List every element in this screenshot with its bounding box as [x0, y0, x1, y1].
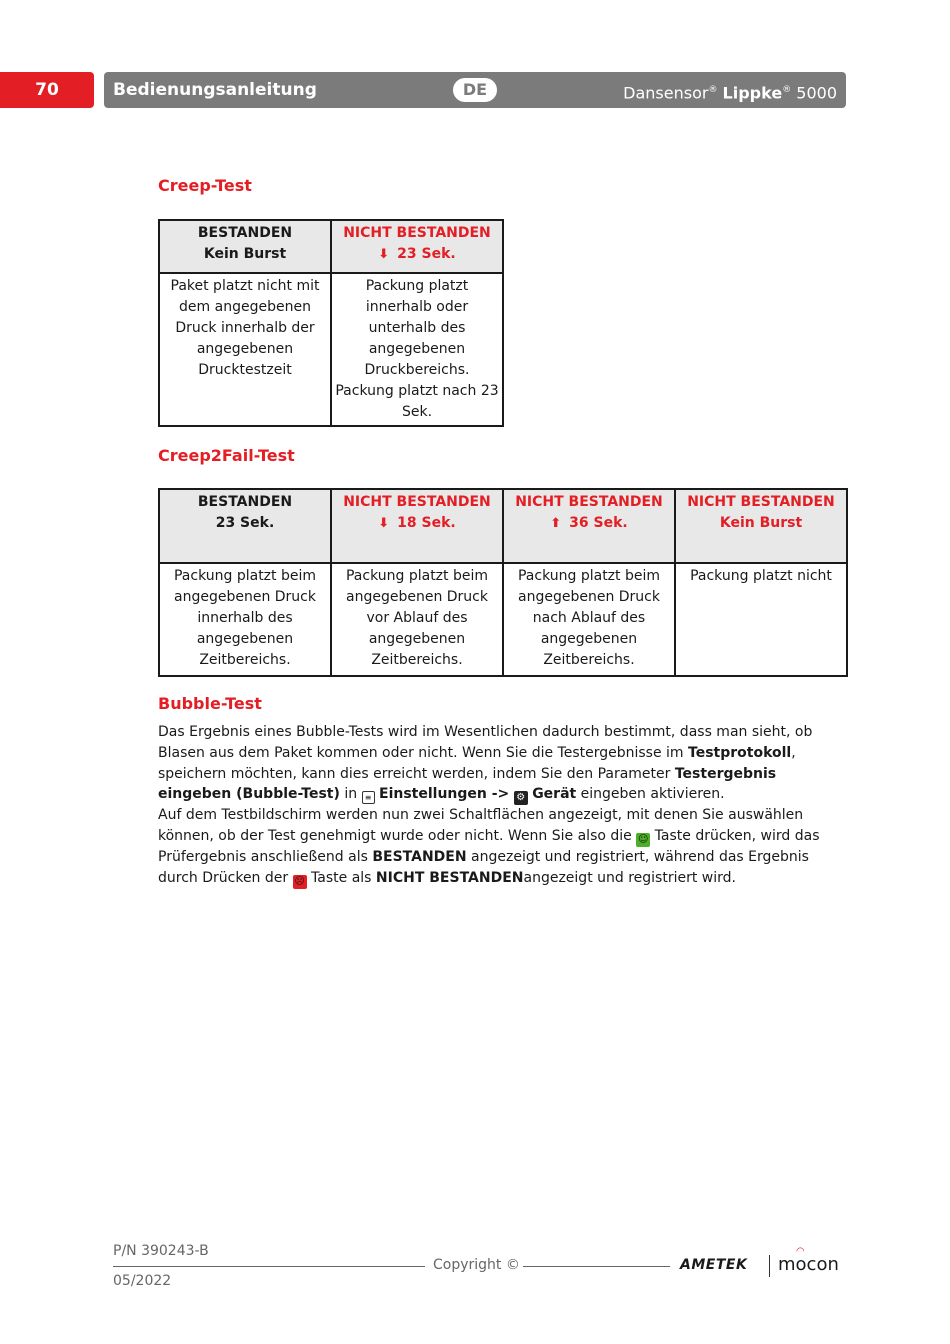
c2f-body-pass: Packung platzt beim angegebenen Druck innerhalb des angegebenen Zeitbereichs.: [159, 563, 331, 676]
copyright: Copyright ©: [433, 1257, 520, 1273]
cell-head-line: BESTANDEN: [197, 225, 293, 241]
text-run: , speichern möchten, kann dies erreicht werden, indem Sie den Parameter: [158, 744, 796, 782]
page-number: 70: [0, 72, 94, 108]
product-name-bold: Lippke: [722, 83, 783, 103]
creep2fail-test-table: [158, 488, 848, 677]
product-model: 5000: [796, 83, 837, 103]
frown-fail-icon: ☹: [294, 875, 305, 887]
c2f-head-pass: [159, 489, 331, 563]
cell-head-line: Kein Burst: [719, 515, 803, 531]
bold-run: Einstellungen ->: [379, 786, 510, 803]
product-name: [623, 72, 837, 111]
text-run: Taste als: [306, 869, 376, 886]
c2f-body-fail-early: Packung platzt beim angegebenen Druck vor Ablauf des angegebenen Zeitbereichs.: [331, 563, 503, 676]
product-brand: Dansensor: [623, 83, 709, 103]
footer-divider: [523, 1266, 670, 1267]
cell-head-line: 23 Sek.: [397, 246, 456, 262]
c2f-body-fail-late: Packung platzt beim angegebenen Druck nach Ablauf des angegebenen Zeitbereichs.: [503, 563, 675, 676]
text-run: eingeben aktivieren.: [576, 786, 725, 803]
gear-icon: ⚙: [514, 791, 528, 805]
paragraph: [158, 722, 848, 805]
mocon-logo-text: mocon: [778, 1254, 839, 1275]
bold-run: Testergebnis eingeben (Bubble-Test): [158, 765, 777, 803]
cell-head-line: NICHT BESTANDEN: [343, 225, 491, 241]
cell-head-line: 18 Sek.: [397, 515, 456, 531]
text-run: in: [339, 786, 362, 803]
mocon-logo-mark: ◠: [796, 1246, 805, 1257]
creep-head-pass: [159, 220, 331, 273]
smiley-pass-icon: ☺: [638, 834, 649, 846]
arrow-down-icon: ⬇: [378, 247, 390, 262]
creep-body-fail: Packung platzt innerhalb oder unterhalb des angegebenen Druckbereichs. Packung platzt nach 23 Sek.: [331, 273, 503, 426]
arrow-down-icon: ⬇: [378, 516, 390, 531]
c2f-body-fail-noburst: Packung platzt nicht: [675, 563, 847, 676]
ametek-logo: AMETEK: [680, 1257, 748, 1273]
c2f-head-fail-noburst: [675, 489, 847, 563]
cell-head-line: NICHT BESTANDEN: [687, 494, 835, 510]
creep-body-pass: Paket platzt nicht mit dem angegebenen Druck innerhalb der angegebenen Drucktestzeit: [159, 273, 331, 426]
registered-mark-2: ®: [782, 85, 792, 95]
cell-head-line: 23 Sek.: [215, 515, 275, 531]
cell-head-line: 36 Sek.: [569, 515, 628, 531]
c2f-head-fail-early: [331, 489, 503, 563]
text-run: angezeigt und registriert wird.: [523, 869, 736, 886]
bold-run: NICHT BESTANDEN: [375, 869, 524, 886]
language-badge: DE: [453, 78, 497, 102]
bubble-test-description: [158, 722, 848, 889]
text-run: Taste drücken, wird das Prüfergebnis anschließend als: [158, 828, 820, 866]
arrow-up-icon: ⬆: [550, 516, 562, 531]
text-run: angezeigt und registriert, während das Ergebnis durch Drücken der: [158, 849, 809, 886]
registered-mark: ®: [708, 85, 718, 95]
bold-run: Testprotokoll: [688, 744, 792, 761]
bold-run: BESTANDEN: [372, 849, 467, 866]
footer-divider: [113, 1266, 425, 1267]
bold-run: Gerät: [532, 786, 577, 803]
cell-head-line: NICHT BESTANDEN: [343, 494, 491, 510]
text-run: Das Ergebnis eines Bubble-Tests wird im Wesentlichen dadurch bestimmt, dass man sieht, ob Blasen aus dem Paket kommen oder nicht. Wenn Sie die Testergebnisse im: [158, 724, 813, 761]
creep-test-table: [158, 219, 504, 427]
mocon-logo: [778, 1246, 839, 1275]
section-title-creep2fail: Creep2Fail-Test: [158, 446, 295, 465]
section-title-creep: Creep-Test: [158, 176, 252, 195]
cell-head-line: NICHT BESTANDEN: [515, 494, 663, 510]
part-number: P/N 390243-B: [113, 1243, 209, 1259]
header-bar: [104, 72, 846, 108]
c2f-head-fail-late: [503, 489, 675, 563]
cell-head-line: BESTANDEN: [197, 494, 293, 510]
creep-head-fail: [331, 220, 503, 273]
section-title-bubble: Bubble-Test: [158, 694, 262, 713]
logo-separator: [769, 1255, 770, 1277]
publish-date: 05/2022: [113, 1273, 172, 1289]
paragraph: [158, 805, 848, 889]
settings-grid-icon: ≡: [362, 791, 375, 804]
text-run: Auf dem Testbildschirm werden nun zwei Schaltflächen angezeigt, mit denen Sie auswählen können, ob der Test genehmigt wurde oder nicht. Wenn Sie also die: [158, 807, 804, 845]
cell-head-line: Kein Burst: [203, 246, 287, 262]
document-title: Bedienungsanleitung: [113, 80, 317, 100]
